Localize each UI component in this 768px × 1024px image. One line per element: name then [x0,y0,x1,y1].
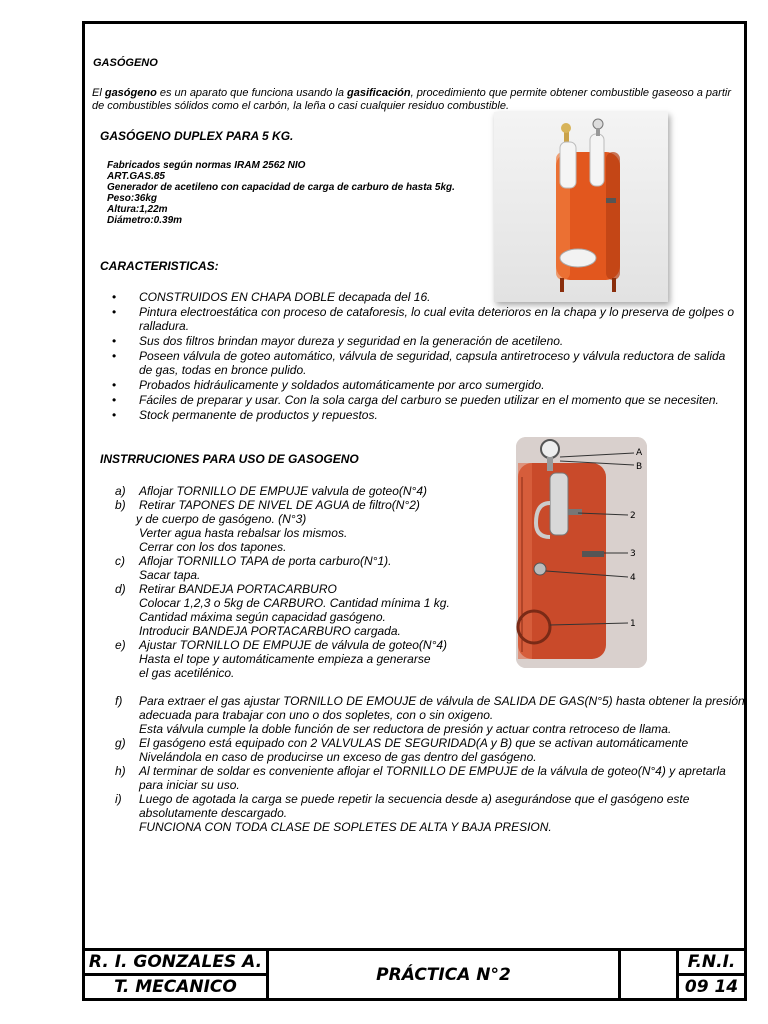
instruction-e-cont: el gas acetilénico. [139,666,235,680]
blank-cell [618,948,679,1001]
date-cell: 09 14 [676,973,747,1001]
spec-line: Diámetro:0.39m [107,215,183,226]
spec-line: Altura:1,22m [107,204,168,215]
instruction-e-cont: Hasta el tope y automáticamente empieza a generarse [139,652,431,666]
instrucciones-list [115,484,745,834]
duplex-specs [107,160,455,226]
instruction-a: a) Aflojar TORNILLO DE EMPUJE valvula de goteo(N°4) [115,484,428,498]
spec-line: Peso:36kg [107,193,158,204]
list-item: • Fáciles de preparar y usar. Con la sola carga del carburo se pueden utilizar en el momento que se necesiten. [112,393,719,407]
instruction-b: b) Retirar TAPONES DE NIVEL DE AGUA de filtro(N°2) [115,498,420,512]
list-item: • Sus dos filtros brindan mayor dureza y seguridad en la generación de acetileno. [112,334,564,348]
author-cell: R. I. GONZALES A. [82,948,269,976]
gasogeno-product-photo [494,112,668,302]
spec-line: Fabricados según normas IRAM 2562 NIO [107,160,306,171]
diagram-label: 3 [630,549,636,559]
caracteristicas-heading: CARACTERISTICAS: [100,259,219,273]
page-title: GASÓGENO [93,57,158,69]
instruction-b-extra: y de cuerpo de gasógeno. (N°3) [136,512,307,526]
instruction-d-cont: Cantidad máxima según capacidad gasógeno. [139,610,386,624]
diagram-label: 1 [630,619,636,629]
instruction-g: g) El gasógeno está equipado con 2 VALVULAS DE SEGURIDAD(A y B) que se activan automáticamente Nivelándola en caso de producirse un exceso de gas dentro del gasógeno. [115,736,689,764]
instruction-d-cont: Colocar 1,2,3 o 5kg de CARBURO. Cantidad mínima 1 kg. [139,596,450,610]
instruction-b-cont: Cerrar con los dos tapones. [139,540,287,554]
duplex-heading: GASÓGENO DUPLEX PARA 5 KG. [100,129,294,143]
diagram-label: A [636,448,643,458]
instruction-h: h) Al terminar de soldar es conveniente aflojar el TORNILLO DE EMPUJE de la válvula de goteo(N°4) y apretarla para iniciar su uso. [115,764,726,792]
instruction-e: e) Ajustar TORNILLO DE EMPUJE de válvula de goteo(N°4) [115,638,448,652]
list-item: • Stock permanente de productos y repuestos. [112,408,378,422]
instruction-b-cont: Verter agua hasta rebalsar los mismos. [139,526,348,540]
instruction-d: d) Retirar BANDEJA PORTACARBURO [115,582,337,596]
list-item: • Poseen válvula de goteo automático, válvula de seguridad, capsula antiretroceso y válvula reductora de salida de gas, todas en bronce pulido. [112,349,726,377]
instruction-c-cont: Sacar tapa. [139,568,201,582]
list-item: • Pintura electroestática con proceso de cataforesis, lo cual evita deterioros en la chapa y lo preserva de golpes o ralladura. [112,305,735,333]
diagram-label: 2 [630,511,636,521]
role-cell: T. MECANICO [82,973,269,1001]
spec-line: ART.GAS.85 [107,171,165,182]
list-item: • CONSTRUIDOS EN CHAPA DOBLE decapada del 16. [112,290,431,304]
instruction-i: i) Luego de agotada la carga se puede repetir la secuencia desde a) asegurándose que el gasógeno este absolutamente descargado. FUNCIONA CON TODA CLASE DE SOPLETES DE ALTA Y BAJA PRESION. [115,792,690,834]
instrucciones-heading: INSTRRUCIONES PARA USO DE GASOGENO [100,452,359,466]
instruction-d-cont: Introducir BANDEJA PORTACARBURO cargada. [139,624,401,638]
title-block [82,948,747,1001]
diagram-label: B [636,462,643,472]
instruction-f: f) Para extraer el gas ajustar TORNILLO DE EMOUJE de válvula de SALIDA DE GAS(N°5) hasta obtener la presión adecuada para trabajar con uno o dos sopletes, con o sin oxigeno. Esta válvula cumple la doble función de ser reductora de presión y actuar contra retroceso de llama. [115,694,745,736]
gasogeno-tank-illustration [494,112,668,302]
spec-line: Generador de acetileno con capacidad de carga de carburo de hasta 5kg. [107,182,455,193]
list-item: • Probados hidráulicamente y soldados automáticamente por arco sumergido. [112,378,545,392]
intro-paragraph: El gasógeno es un aparato que funciona usando la gasificación, procedimiento que permite obtener combustible gaseoso a partir de combustibles sólidos como el carbón, la leña o casi cualquier residuo combustible. [92,87,731,112]
diagram-label: 4 [630,573,636,583]
code-cell: F.N.I. [676,948,747,976]
instruction-c: c) Aflojar TORNILLO TAPA de porta carburo(N°1). [115,554,392,568]
practice-cell: PRÁCTICA N°2 [266,948,621,1001]
caracteristicas-list [108,290,738,423]
